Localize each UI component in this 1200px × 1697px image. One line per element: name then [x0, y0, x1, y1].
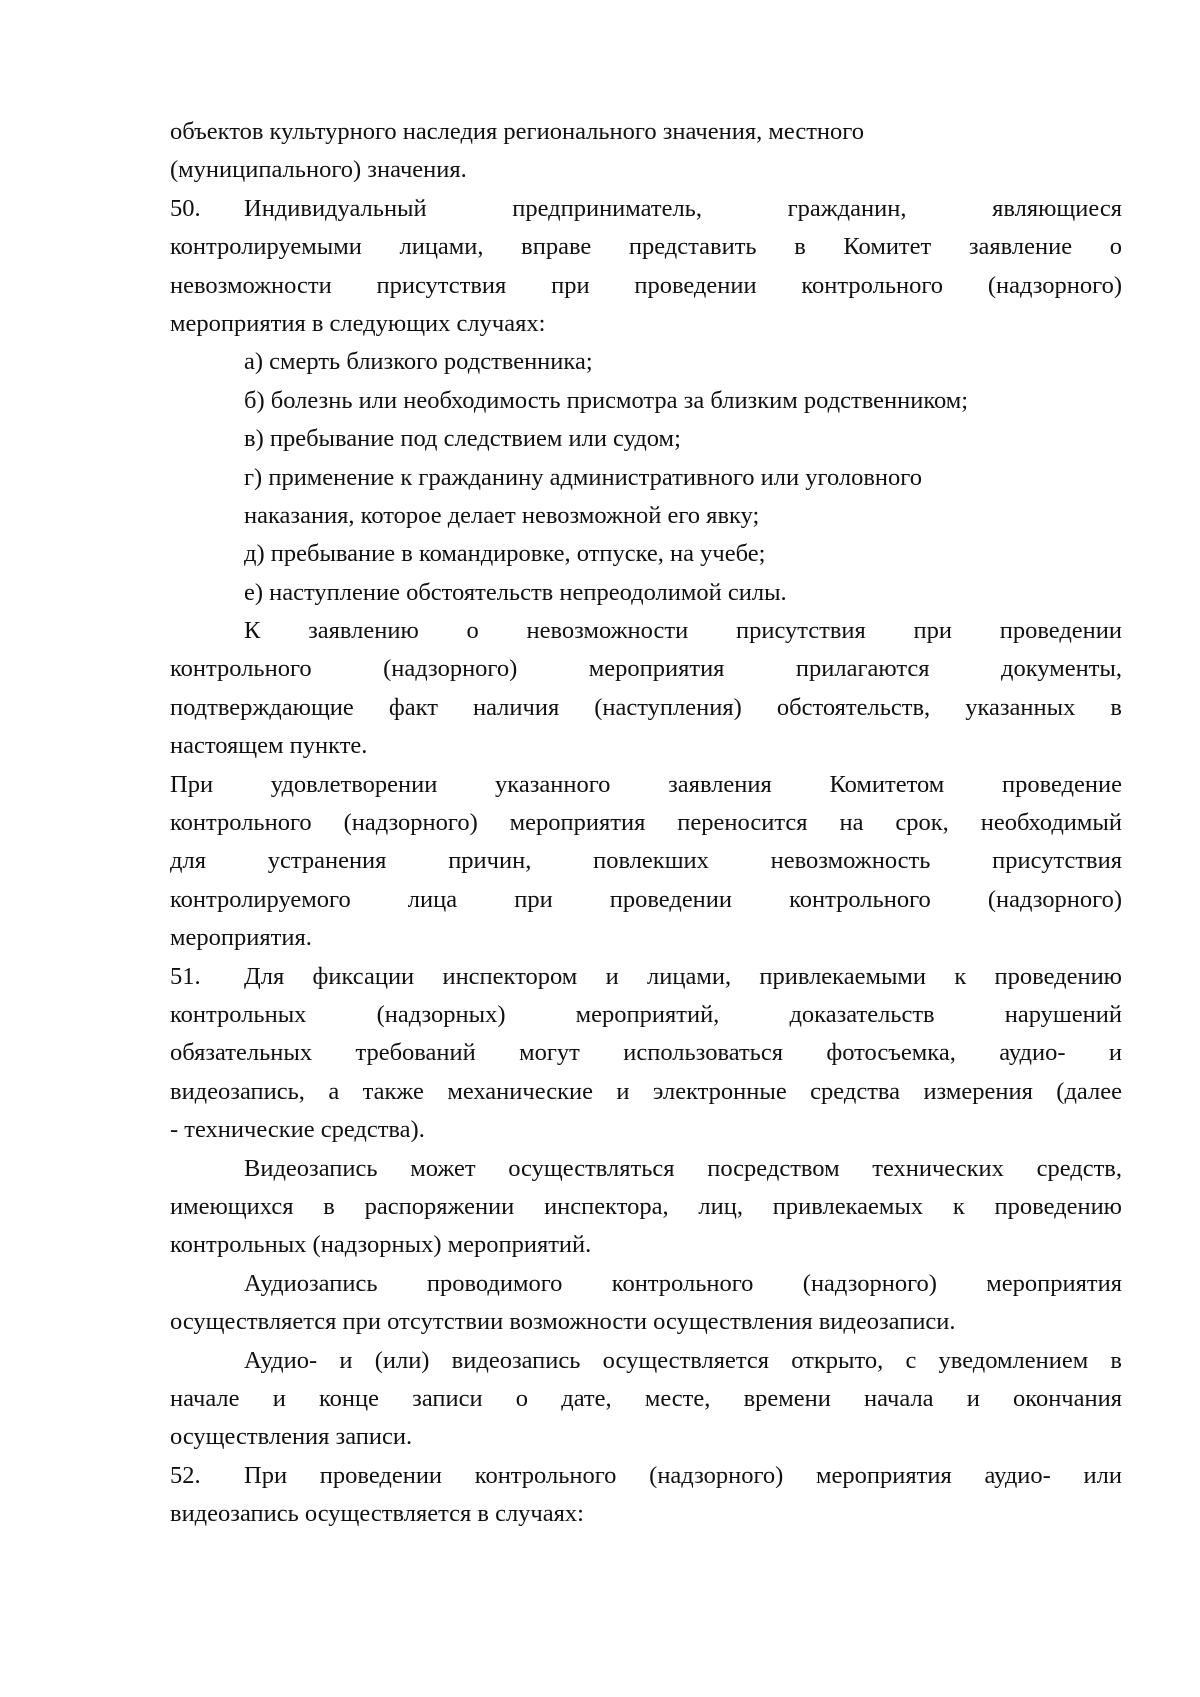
text-line: настоящем пункте. [170, 732, 368, 760]
text-line: (муниципального) значения. [170, 156, 467, 184]
list-item-continuation: наказания, которое делает невозможной его явку; [244, 501, 760, 529]
list-item: а) смерть близкого родственника; [244, 348, 593, 376]
list-item: д) пребывание в командировке, отпуске, на учебе; [244, 540, 766, 568]
text-line: видеозапись, а также механические и электронные средства измерения (далее [170, 1077, 1122, 1105]
text-line: мероприятия. [170, 924, 312, 952]
list-item: в) пребывание под следствием или судом; [244, 425, 681, 453]
text-line: осуществляется при отсутствии возможности осуществления видеозаписи. [170, 1308, 956, 1336]
text-line: начале и конце записи о дате, месте, времени начала и окончания [170, 1384, 1122, 1412]
clause-text: При проведении контрольного (надзорного) мероприятия аудио- или [244, 1461, 1122, 1489]
clause-text: Для фиксации инспектором и лицами, привлекаемыми к проведению [244, 962, 1122, 990]
clause-number: 50. [170, 194, 201, 222]
text-line: контрольного (надзорного) мероприятия прилагаются документы, [170, 655, 1122, 683]
list-item: г) применение к гражданину административного или уголовного [244, 463, 922, 491]
clause-number: 52. [170, 1461, 201, 1489]
clause-52-first-line [170, 1457, 1122, 1495]
clause-51-first-line [170, 958, 1122, 996]
text-line: контрольного (надзорного) мероприятия переносится на срок, необходимый [170, 809, 1122, 837]
list-item: е) наступление обстоятельств непреодолимой силы. [244, 578, 787, 606]
text-line: имеющихся в распоряжении инспектора, лиц, привлекаемых к проведению [170, 1192, 1122, 1220]
text-line: невозможности присутствия при проведении контрольного (надзорного) [170, 271, 1122, 299]
text-line: видеозапись осуществляется в случаях: [170, 1500, 584, 1528]
paragraph-first-line: Видеозапись может осуществляться посредством технических средств, [244, 1154, 1122, 1182]
paragraph-first-line: К заявлению о невозможности присутствия при проведении [244, 617, 1122, 645]
text-line: для устранения причин, повлекших невозможность присутствия [170, 847, 1122, 875]
text-line: подтверждающие факт наличия (наступления) обстоятельств, указанных в [170, 693, 1122, 721]
list-item: б) болезнь или необходимость присмотра за близким родственником; [244, 386, 969, 414]
text-line: обязательных требований могут использоваться фотосъемка, аудио- и [170, 1039, 1122, 1067]
document-page [170, 113, 1122, 1533]
paragraph-first-line: При удовлетворении указанного заявления Комитетом проведение [170, 770, 1122, 798]
text-line: - технические средства). [170, 1116, 425, 1144]
text-line: контрольных (надзорных) мероприятий, доказательств нарушений [170, 1000, 1122, 1028]
paragraph-first-line: Аудио- и (или) видеозапись осуществляется открыто, с уведомлением в [244, 1346, 1122, 1374]
text-line: осуществления записи. [170, 1423, 413, 1451]
text-line: мероприятия в следующих случаях: [170, 309, 546, 337]
paragraph-first-line: Аудиозапись проводимого контрольного (надзорного) мероприятия [244, 1269, 1122, 1297]
clause-text: Индивидуальный предприниматель, гражданин, являющиеся [244, 194, 1122, 222]
text-line: контролируемыми лицами, вправе представить в Комитет заявление о [170, 233, 1122, 261]
clause-number: 51. [170, 962, 201, 990]
text-line: контролируемого лица при проведении контрольного (надзорного) [170, 885, 1122, 913]
text-line: объектов культурного наследия регионального значения, местного [170, 118, 864, 145]
text-line: контрольных (надзорных) мероприятий. [170, 1231, 592, 1259]
clause-50-first-line [170, 190, 1122, 228]
